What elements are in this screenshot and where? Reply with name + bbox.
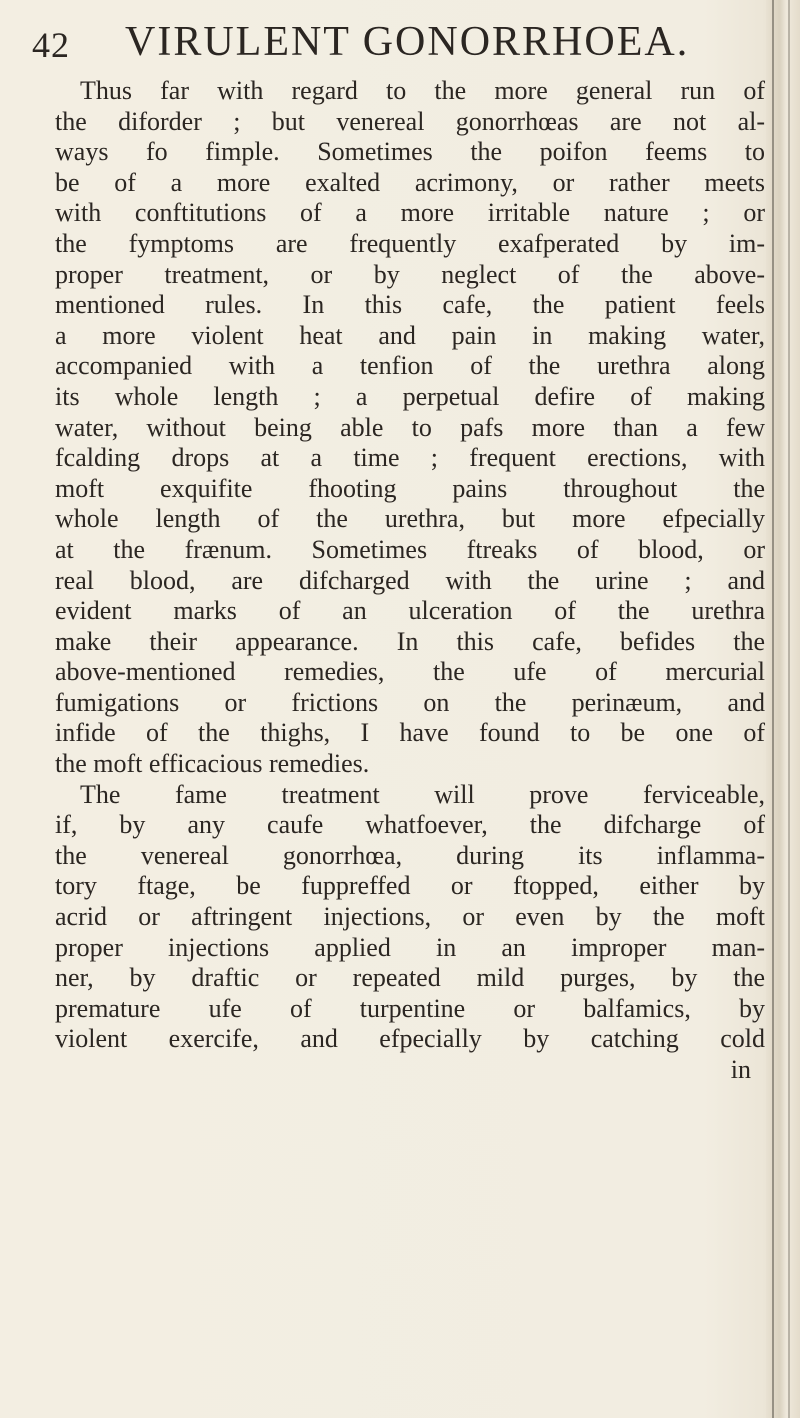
text-line: fumigations or frictions on the perinæum, and (55, 687, 765, 717)
text-line: Thus far with regard to the more general run of (80, 76, 765, 105)
text-line: accompanied with a tenfion of the urethra along (55, 351, 765, 381)
text-line: whole length of the urethra, but more efpecially (55, 504, 765, 534)
edge-shadow-line (788, 0, 790, 1418)
text-line: make their appearance. In this cafe, befides the (55, 626, 765, 656)
text-line: premature ufe of turpentine or balfamics, by (55, 993, 765, 1023)
text-line: fcalding drops at a time ; frequent erections, with (55, 443, 765, 473)
text-line: above-mentioned remedies, the ufe of mercurial (55, 657, 765, 687)
text-line: violent exercife, and efpecially by catching cold (55, 1024, 765, 1054)
text-line: the diforder ; but venereal gonorrhœas are not al- (55, 106, 765, 136)
text-line: be of a more exalted acrimony, or rather meets (55, 167, 765, 197)
text-line: real blood, are difcharged with the urine ; and (55, 565, 765, 595)
text-line: with conftitutions of a more irritable nature ; or (55, 198, 765, 228)
text-line: proper treatment, or by neglect of the above- (55, 259, 765, 289)
text-line: water, without being able to pafs more than a few (55, 412, 765, 442)
text-line: acrid or aftringent injections, or even by the moft (55, 902, 765, 932)
text-line: ways fo fimple. Sometimes the poifon feems to (55, 137, 765, 167)
text-line: a more violent heat and pain in making water, (55, 320, 765, 350)
text-line: infide of the thighs, I have found to be one of (55, 718, 765, 748)
edge-shadow-line (772, 0, 774, 1418)
page-fore-edge (766, 0, 800, 1418)
catchword: in (730, 1055, 751, 1084)
text-line: The fame treatment will prove ferviceable, (80, 779, 765, 809)
text-line: if, by any caufe whatfoever, the difcharge of (55, 810, 765, 840)
page-number: 42 (32, 25, 70, 65)
running-title: VIRULENT GONORRHOEA. (125, 19, 690, 65)
text-line: the fymptoms are frequently exafperated by im- (55, 228, 765, 258)
text-line: mentioned rules. In this cafe, the patient feels (55, 290, 765, 320)
text-line: proper injections applied in an improper man- (55, 932, 765, 962)
text-line: ner, by draftic or repeated mild purges, by the (55, 963, 765, 993)
text-line: evident marks of an ulceration of the urethra (55, 596, 765, 626)
text-line: at the frænum. Sometimes ftreaks of blood, or (55, 534, 765, 564)
text-line: tory ftage, be fuppreffed or ftopped, either by (55, 871, 765, 901)
text-line: moft exquifite fhooting pains throughout the (55, 473, 765, 503)
body-text (55, 76, 765, 1086)
running-header (0, 18, 800, 68)
text-line: the venereal gonorrhœa, during its inflamma- (55, 840, 765, 870)
text-line: its whole length ; a perpetual defire of making (55, 381, 765, 411)
text-line: the moft efficacious remedies. (55, 749, 370, 779)
